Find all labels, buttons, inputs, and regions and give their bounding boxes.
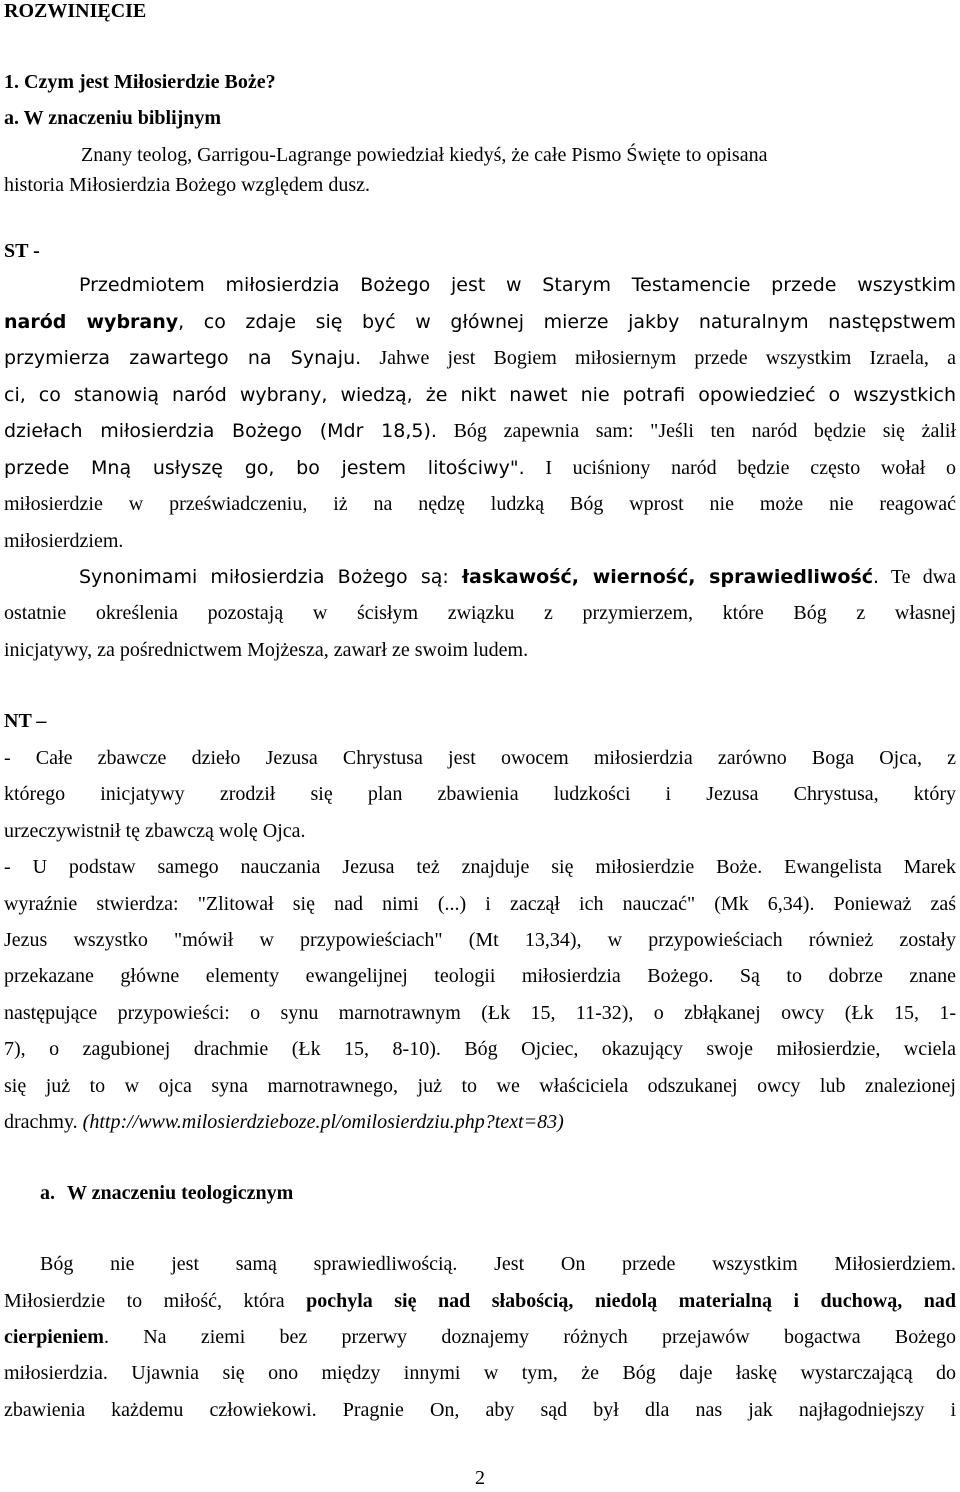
page-number: 2 bbox=[475, 1467, 485, 1489]
section-1-title: 1. Czym jest Miłosierdzie Boże? bbox=[4, 71, 276, 93]
subsection-b-title: a. W znaczeniu teologicznym bbox=[40, 1182, 294, 1204]
mercy-definition-bold: pochyla się nad słabością, niedolą materialną i duchową, nad bbox=[306, 1290, 956, 1312]
theology-line-3: cierpieniem. Na ziemi bez przerwy doznajemy różnych przejawów bogactwa Bożego bbox=[4, 1326, 956, 1348]
nt-line-7: przekazane główne elementy ewangelijnej teologii miłosierdzia Bożego. Są to dobrze znane bbox=[4, 965, 956, 987]
st-p2-line-1: Synonimami miłosierdzia Bożego są: łaskawość, wierność, sprawiedliwość. Te dwa bbox=[79, 566, 957, 588]
st-p2-line-2: ostatnie określenia pozostają w ścisłym związku z przymierzem, które Bóg z własnej bbox=[4, 602, 956, 624]
nt-line-6: Jezus wszystko "mówił w przypowieściach" (Mt 13,34), w przypowieściach również zostały bbox=[4, 929, 956, 951]
nt-line-3: urzeczywistnił tę zbawczą wolę Ojca. bbox=[4, 820, 306, 842]
heading: ROZWINIĘCIE bbox=[4, 0, 147, 22]
nt-line-4: - U podstaw samego nauczania Jezusa też znajduje się miłosierdzie Boże. Ewangelista Marek bbox=[4, 856, 956, 878]
chosen-nation-bold: naród wybrany bbox=[4, 311, 179, 333]
st-p1-line-2: naród wybrany, co zdaje się być w głównej mierze jakby naturalnym następstwem bbox=[4, 311, 956, 333]
nt-line-5: wyraźnie stwierdza: "Zlitował się nad nimi (...) i zaczął ich nauczać" (Mk 6,34). Ponieważ zaś bbox=[4, 893, 956, 915]
st-p1-line-3: przymierza zawartego na Synaju. Jahwe jest Bogiem miłosiernym przede wszystkim Izraela, a bbox=[4, 347, 957, 369]
theology-line-1: Bóg nie jest samą sprawiedliwością. Jest On przede wszystkim Miłosierdziem. bbox=[40, 1253, 956, 1275]
st-p1-line-8: miłosierdziem. bbox=[4, 530, 124, 552]
nt-line-11: drachmy. (http://www.milosierdzieboze.pl/omilosierdziu.php?text=83) bbox=[4, 1111, 564, 1133]
nt-line-9: 7), o zagubionej drachmie (Łk 15, 8-10). Bóg Ojciec, okazujący swoje miłosierdzie, wciela bbox=[4, 1038, 956, 1060]
theology-line-2: Miłosierdzie to miłość, która pochyla się nad słabością, niedolą materialną i duchową, nad bbox=[4, 1290, 956, 1312]
subsection-a-title: a. W znaczeniu biblijnym bbox=[4, 107, 222, 129]
st-p1-line-6: przede Mną usłyszę go, bo jestem litościwy". I uciśniony naród będzie często wołał o bbox=[4, 457, 956, 479]
intro-line-2: historia Miłosierdzia Bożego względem dusz. bbox=[4, 174, 371, 196]
st-p1-line-5: dziełach miłosierdzia Bożego (Mdr 18,5). Bóg zapewnia sam: "Jeśli ten naród będzie się żalił bbox=[4, 420, 957, 442]
nt-line-2: którego inicjatywy zrodził się plan zbawienia ludzkości i Jezusa Chrystusa, który bbox=[4, 783, 956, 805]
nt-line-1: - Całe zbawcze dzieło Jezusa Chrystusa jest owocem miłosierdzia zarówno Boga Ojca, z bbox=[4, 747, 956, 769]
st-p1-line-1: Przedmiotem miłosierdzia Bożego jest w Starym Testamencie przede wszystkim bbox=[79, 274, 956, 296]
nt-line-8: następujące przypowieści: o synu marnotrawnym (Łk 15, 11-32), o zbłąkanej owcy (Łk 15, 1- bbox=[4, 1002, 956, 1024]
intro-line-1: Znany teolog, Garrigou-Lagrange powiedział kiedyś, że całe Pismo Święte to opisana bbox=[81, 144, 768, 166]
theology-line-5: zbawienia każdemu człowiekowi. Pragnie On, aby sąd był dla nas jak najłagodniejszy i bbox=[4, 1399, 956, 1421]
nt-label: NT – bbox=[4, 710, 47, 732]
source-url: (http://www.milosierdzieboze.pl/omilosierdziu.php?text=83) bbox=[82, 1111, 564, 1133]
st-p1-line-4: ci, co stanowią naród wybrany, wiedzą, że nikt nawet nie potrafi opowiedzieć o wszystkich bbox=[4, 384, 956, 406]
st-label: ST - bbox=[4, 240, 40, 262]
st-p1-line-7: miłosierdzie w przeświadczeniu, iż na nędzę ludzką Bóg wprost nie może nie reagować bbox=[4, 493, 956, 515]
synonyms-bold: łaskawość, wierność, sprawiedliwość bbox=[461, 566, 874, 588]
st-p2-line-3: inicjatywy, za pośrednictwem Mojżesza, zawarł ze swoim ludem. bbox=[4, 639, 529, 661]
theology-line-4: miłosierdzia. Ujawnia się ono między innymi w tym, że Bóg daje łaskę wystarczającą do bbox=[4, 1362, 956, 1384]
nt-line-10: się już to w ojca syna marnotrawnego, już to we właściciela odszukanej owcy lub znalezionej bbox=[4, 1075, 956, 1097]
